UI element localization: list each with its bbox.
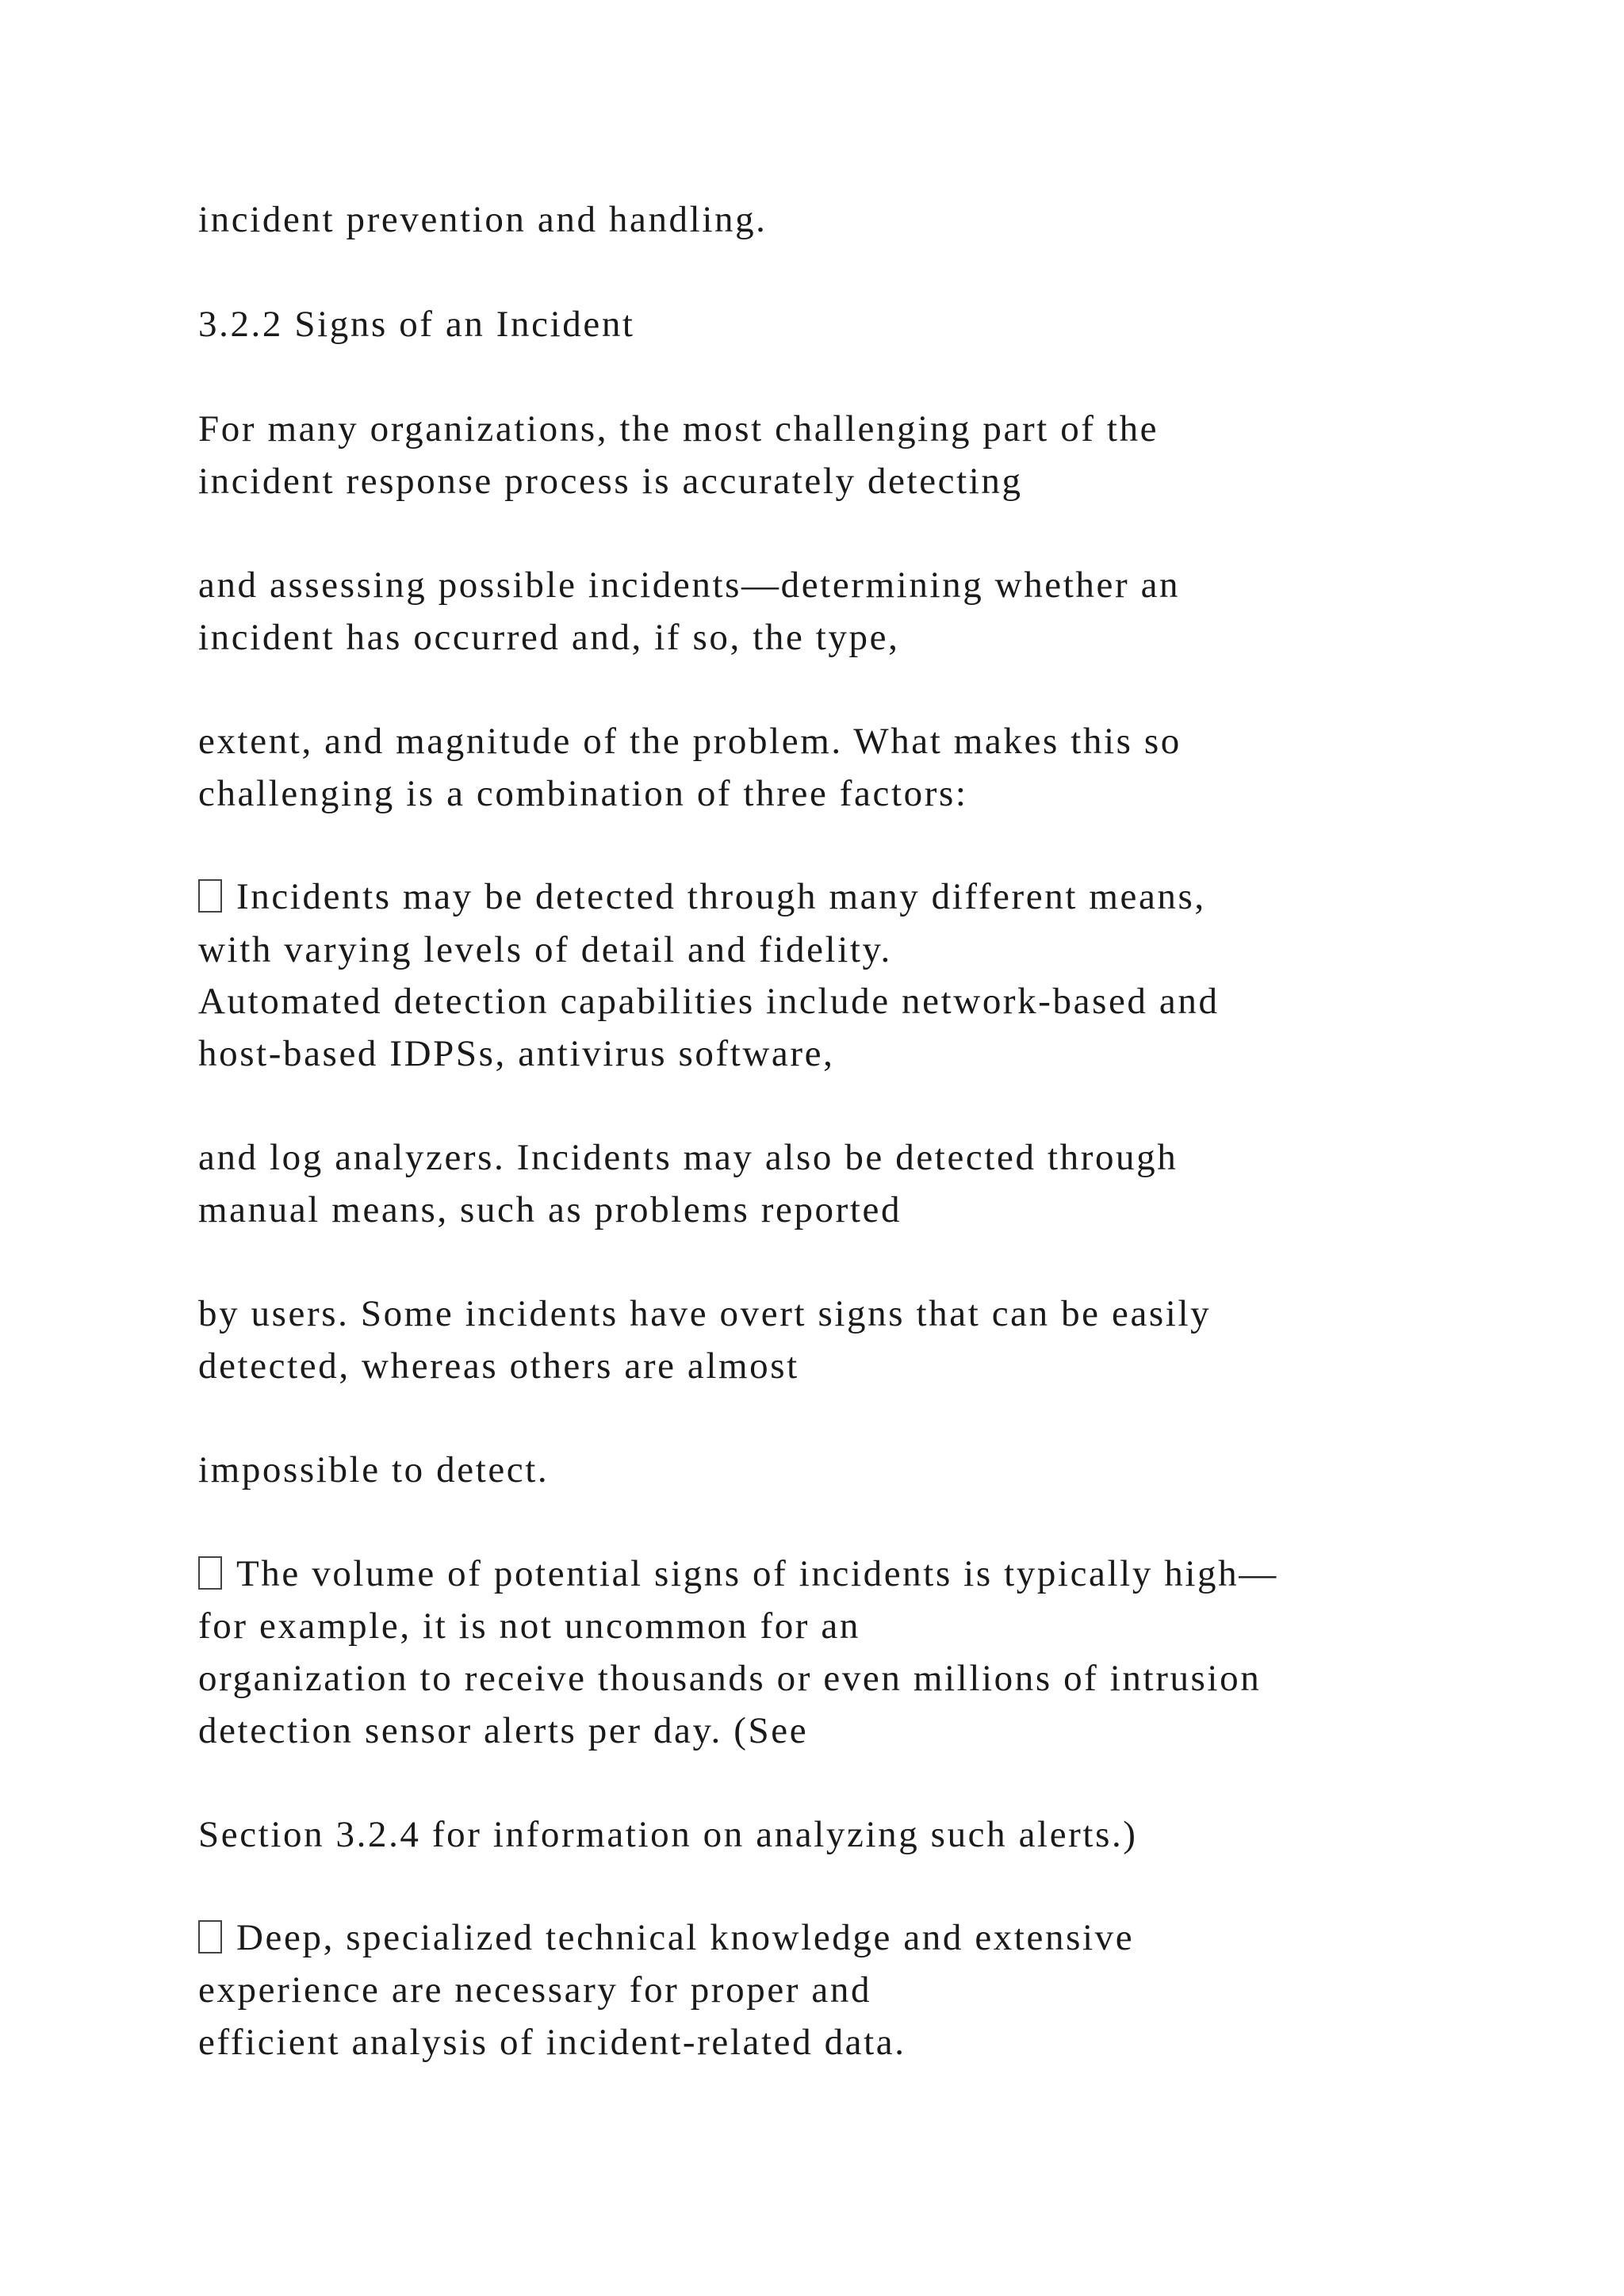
text-line: incident has occurred and, if so, the type, xyxy=(198,617,900,658)
bullet-text: Incidents may be detected through many different means, xyxy=(236,876,1206,917)
text-line: Automated detection capabilities include network-based and xyxy=(198,981,1220,1022)
text-line: extent, and magnitude of the problem. What makes this so xyxy=(198,721,1182,762)
text-line: detected, whereas others are almost xyxy=(198,1345,799,1387)
text-line: and assessing possible incidents—determining whether an xyxy=(198,564,1181,606)
bullet-glyph-icon xyxy=(198,1920,222,1954)
bullet-glyph-icon xyxy=(198,1556,222,1590)
bullet-item-2 xyxy=(198,1553,1278,1594)
text-line: by users. Some incidents have overt signs that can be easily xyxy=(198,1293,1212,1334)
text-line: experience are necessary for proper and xyxy=(198,1969,872,2011)
text-line: manual means, such as problems reported xyxy=(198,1189,902,1230)
text-line: with varying levels of detail and fidelity. xyxy=(198,929,892,970)
text-line: detection sensor alerts per day. (See xyxy=(198,1710,809,1751)
section-heading: 3.2.2 Signs of an Incident xyxy=(198,304,635,345)
bullet-text: The volume of potential signs of incidents is typically high— xyxy=(236,1553,1278,1594)
text-line: impossible to detect. xyxy=(198,1449,550,1490)
text-line: Section 3.2.4 for information on analyzing such alerts.) xyxy=(198,1814,1138,1855)
text-line: incident prevention and handling. xyxy=(198,199,768,240)
text-line: host-based IDPSs, antivirus software, xyxy=(198,1033,835,1074)
text-line: for example, it is not uncommon for an xyxy=(198,1605,860,1647)
text-line: challenging is a combination of three factors: xyxy=(198,773,968,814)
bullet-item-1 xyxy=(198,878,1206,916)
bullet-glyph-icon xyxy=(198,879,222,913)
text-line: For many organizations, the most challenging part of the xyxy=(198,408,1159,450)
text-line: efficient analysis of incident-related data. xyxy=(198,2022,906,2063)
text-line: organization to receive thousands or even millions of intrusion xyxy=(198,1658,1262,1699)
text-line: incident response process is accurately detecting xyxy=(198,461,1023,502)
bullet-text: Deep, specialized technical knowledge and extensive xyxy=(236,1917,1135,1958)
bullet-item-3 xyxy=(198,1919,1134,1957)
text-line: and log analyzers. Incidents may also be detected through xyxy=(198,1137,1178,1178)
